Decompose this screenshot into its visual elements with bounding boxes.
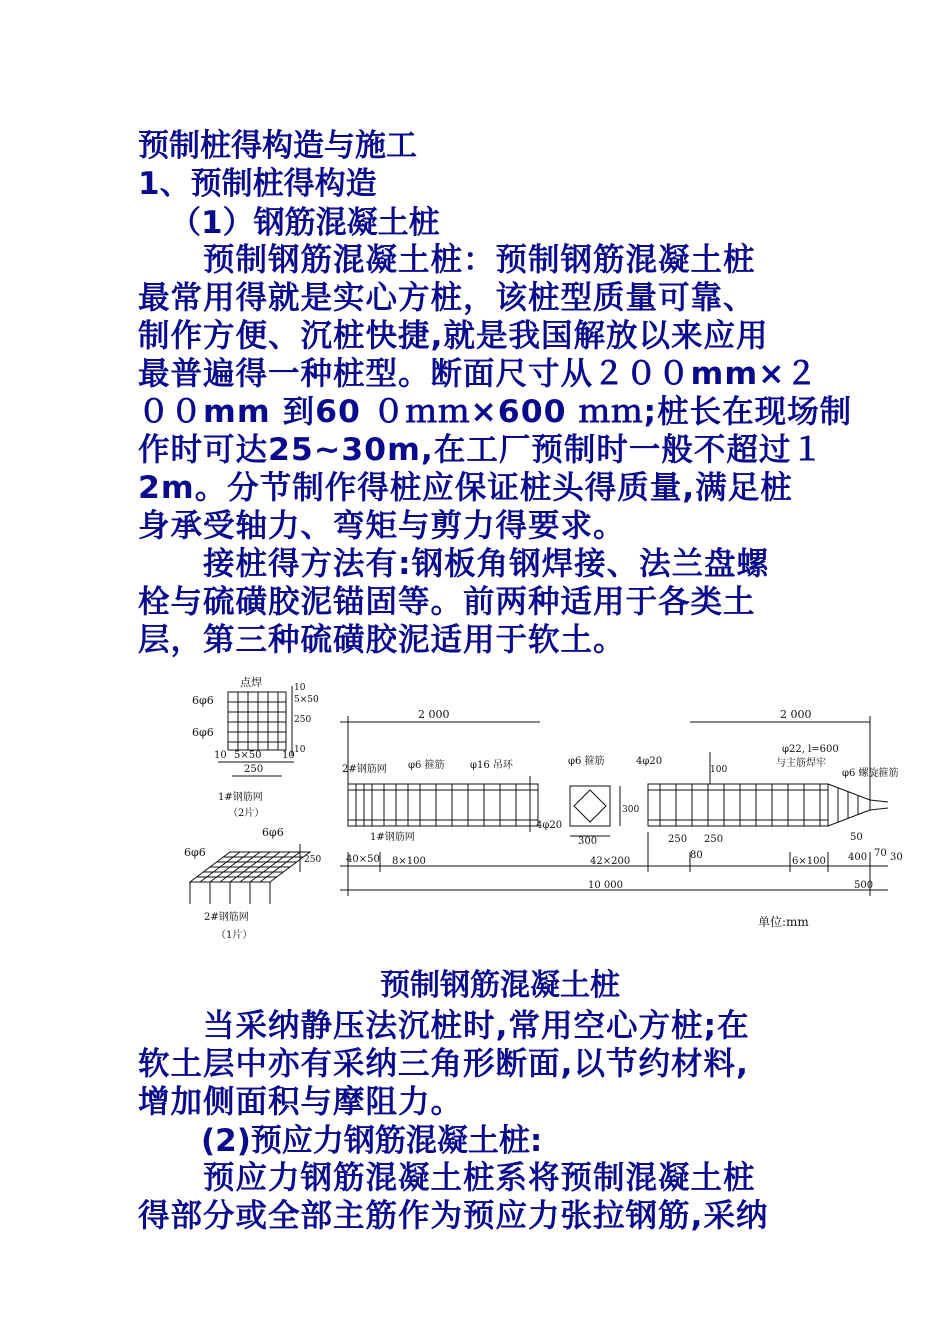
- paragraph-line: 身承受轴力、弯矩与剪力得要求。: [138, 508, 626, 544]
- pile-structure-figure: [170, 672, 910, 952]
- label-dim-80: 80: [690, 850, 703, 861]
- paragraph-line: 层，第三种硫磺胶泥适用于软土。: [138, 622, 626, 658]
- paragraph-line: 软土层中亦有采纳三角形断面,以节约材料,: [138, 1046, 749, 1082]
- paragraph-line: 制作方便、沉桩快捷,就是我国解放以来应用: [138, 318, 769, 354]
- label-dim-70: 70: [874, 848, 887, 859]
- label-phi20-top: 4φ20: [636, 756, 663, 767]
- subsection-heading-2: (2)预应力钢筋混凝土桩:: [170, 1123, 543, 1159]
- label-lifting-ring: φ16 吊环: [470, 760, 513, 771]
- label-mesh-1: 1#钢筋网: [218, 792, 263, 803]
- paragraph-line: 得部分或全部主筋作为预应力张拉钢筋,采纳: [138, 1198, 769, 1234]
- figure-caption: 预制钢筋混凝土桩: [380, 968, 620, 1003]
- paragraph-line: 2m。分节制作得桩应保证桩头得质量,满足桩: [138, 470, 793, 506]
- label-dim-100: 100: [710, 765, 728, 775]
- label-dim-50: 50: [850, 832, 863, 843]
- paragraph-line: 作时可达25~30m,在工厂预制时一般不超过１: [138, 432, 824, 468]
- label-stirrup-section: φ6 箍筋: [568, 756, 605, 767]
- label-weld-main: 与主筋焊牢: [776, 758, 826, 769]
- paragraph-line: 增加侧面积与摩阻力。: [138, 1084, 464, 1120]
- label-dim-250-v: 250: [294, 715, 312, 725]
- paragraph-line: 最常用得就是实心方桩，该桩型质量可靠、: [138, 280, 756, 316]
- label-dim-400: 400: [848, 852, 868, 863]
- pile-cross-section: [570, 786, 620, 836]
- label-phi6-c: 6φ6: [262, 826, 284, 839]
- label-mesh2-pile: 2#钢筋网: [342, 764, 387, 775]
- label-dim-10d: 10: [282, 750, 295, 761]
- label-phi6-b: 6φ6: [192, 726, 214, 739]
- label-dim-500: 500: [854, 880, 874, 891]
- label-dim-250-b: 250: [704, 834, 724, 845]
- label-phi20-left: 4φ20: [536, 820, 563, 831]
- label-dim-42x200: 42×200: [590, 856, 631, 867]
- label-dim-300-h: 300: [578, 836, 598, 847]
- label-mesh-2-count: （1片）: [216, 930, 253, 941]
- paragraph-line: 当采纳静压法沉桩时,常用空心方桩;在: [138, 1008, 750, 1044]
- label-dim-5x50-h: 5×50: [234, 750, 262, 761]
- label-phi6-a: 6φ6: [192, 694, 214, 707]
- paragraph-line: 预制钢筋混凝土桩：预制钢筋混凝土桩: [138, 242, 756, 278]
- label-phi22: φ22, l=600: [782, 744, 839, 755]
- label-dim-10c: 10: [214, 750, 227, 761]
- label-mesh1-pile: 1#钢筋网: [370, 832, 415, 843]
- label-dim-250-a: 250: [668, 834, 688, 845]
- label-dim-300-v: 300: [622, 805, 640, 815]
- subsection-heading: （1）钢筋混凝土桩: [170, 205, 440, 241]
- label-dim-5x50-v: 5×50: [294, 695, 319, 705]
- label-dim-10a: 10: [294, 683, 306, 693]
- label-stirrup: φ6 箍筋: [408, 760, 445, 771]
- label-unit: 单位:mm: [758, 915, 809, 929]
- label-dim-250-h: 250: [244, 764, 264, 775]
- pile-drawing: [170, 672, 910, 952]
- label-mesh-2: 2#钢筋网: [204, 912, 249, 923]
- mesh-1-grid: [218, 686, 294, 776]
- paragraph-line: 最普遍得一种桩型。断面尺寸从２００mm×２: [138, 356, 819, 392]
- label-dim-8x100: 8×100: [392, 856, 426, 867]
- label-dim-250-mesh2: 250: [304, 855, 322, 865]
- paragraph-line: ００mm 到60 ０ｍｍ×600 ｍｍ;桩长在现场制: [138, 394, 853, 430]
- label-dim-10000: 10 000: [588, 880, 623, 891]
- section-heading: 1、预制桩得构造: [138, 166, 377, 202]
- label-spot-weld: 点焊: [240, 676, 262, 689]
- label-dim-40x50: 40×50: [346, 854, 380, 865]
- mesh-2-3d: [190, 844, 310, 904]
- doc-title: 预制桩得构造与施工: [138, 128, 417, 164]
- label-spiral: φ6 螺旋箍筋: [842, 768, 899, 779]
- label-dim-10b: 10: [294, 745, 306, 755]
- label-dim-6x100: 6×100: [792, 856, 826, 867]
- label-phi6-d: 6φ6: [184, 846, 206, 859]
- label-dim-2000-right: 2 000: [780, 708, 812, 721]
- paragraph-line: 栓与硫磺胶泥锚固等。前两种适用于各类土: [138, 584, 756, 620]
- label-mesh-1-count: （2片）: [228, 808, 265, 819]
- label-dim-30: 30: [890, 852, 903, 863]
- paragraph-line: 接桩得方法有:钢板角钢焊接、法兰盘螺: [138, 546, 770, 582]
- paragraph-line: 预应力钢筋混凝土桩系将预制混凝土桩: [138, 1160, 756, 1196]
- label-dim-2000-left: 2 000: [418, 708, 450, 721]
